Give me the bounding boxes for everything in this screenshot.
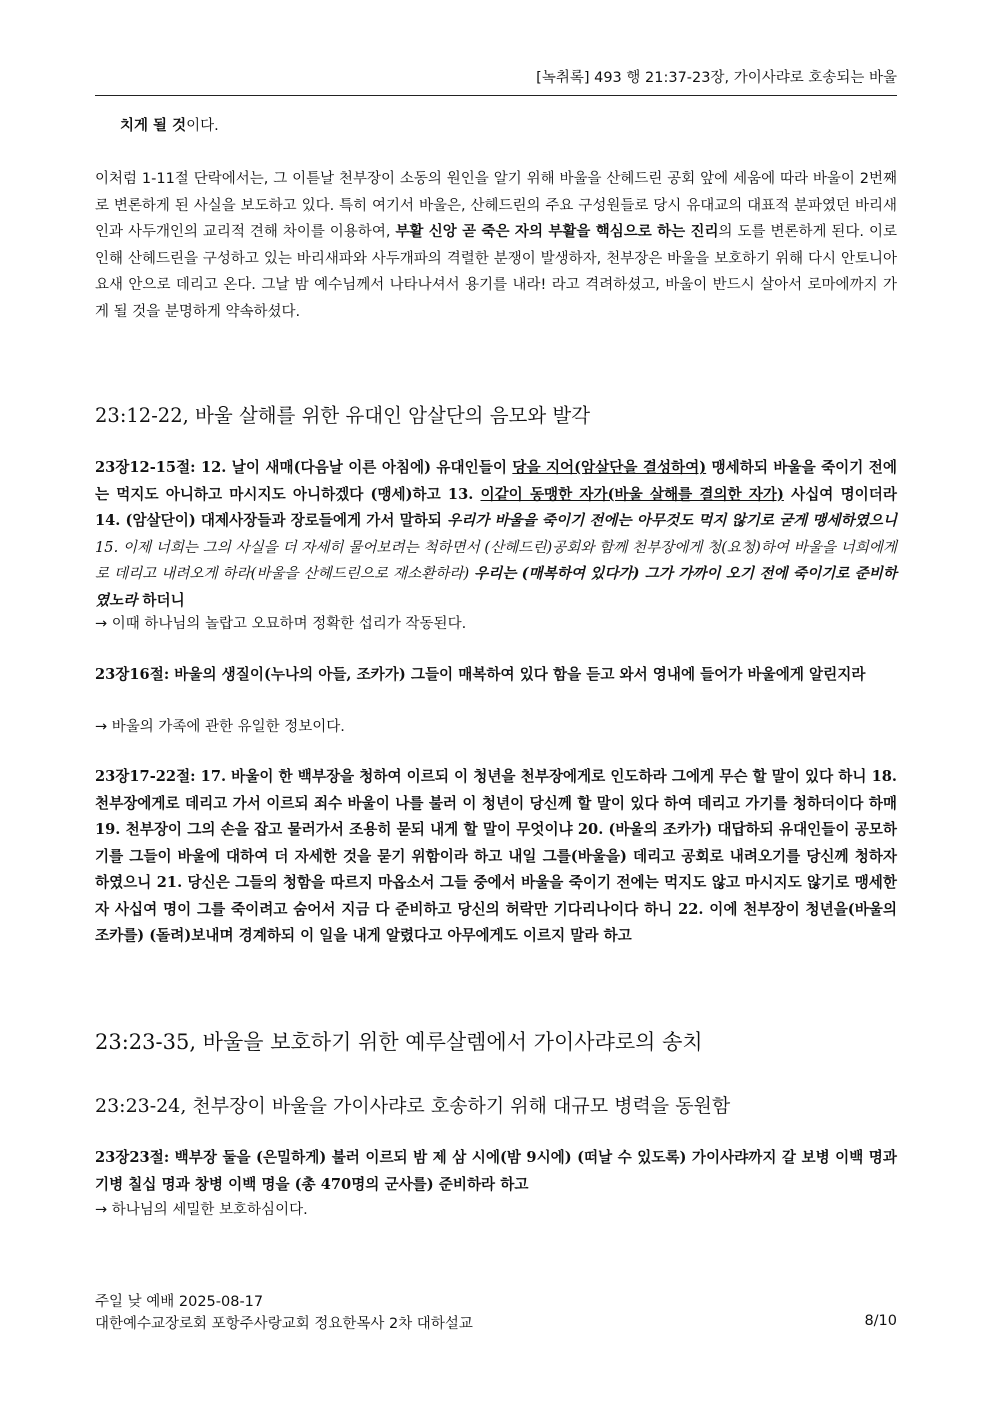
note-providence: → 이때 하나님의 놀랍고 오묘하며 정확한 섭리가 작동된다. xyxy=(95,616,467,632)
header-title: [녹취록] 493 행 21:37-23장, 가이사랴로 호송되는 바울 xyxy=(536,70,897,86)
section2-heading: 23:23-35, 바울을 보호하기 위한 예루살렘에서 가이사랴로의 송치 xyxy=(95,1030,703,1054)
v12-c: 사십여 명이더라 14. (암살단이) 대제사장들과 장로들에게 가서 말하되 xyxy=(95,485,897,529)
page-number: 8/10 xyxy=(864,1313,897,1329)
footer-line2: 대한예수교장로회 포항주사랑교회 정요한목사 2차 대하설교 xyxy=(95,1316,473,1332)
v12-b: 맹세하되 바울을 죽이기 전에는 먹지도 아니하고 마시지도 아니하겠다 (맹세)하고 13. xyxy=(95,459,897,503)
note-protection-suffix: 이다. xyxy=(275,1202,308,1218)
intro-line xyxy=(120,113,897,140)
summary-paragraph xyxy=(95,166,897,325)
v12-italic2: 우리는 (매복하여 있다가) 그가 가까이 오기 전에 죽이기로 준비하였노라 xyxy=(95,565,897,609)
footer-line1: 주일 낮 예배 2025-08-17 xyxy=(95,1294,264,1310)
summary-bold: 부활 신앙 곧 죽은 자의 부활을 핵심으로 하는 진리 xyxy=(395,224,719,240)
verse-12-15 xyxy=(95,455,897,614)
section2-subheading: 23:23-24, 천부장이 바울을 가이사랴로 호송하기 위해 대규모 병력을 동원함 xyxy=(95,1095,731,1117)
note-protection-text: → 하나님의 세밀한 보호하심 xyxy=(95,1202,276,1218)
v12-a: 23장12-15절: 12. 날이 새매(다음날 이른 아침에) 유대인들이 xyxy=(95,459,513,476)
intro-bold: 치게 될 것 xyxy=(120,118,187,134)
v23-c: 하고 xyxy=(495,1175,529,1193)
intro-rest: 이다. xyxy=(186,118,219,134)
verse-16: 23장16절: 바울의 생질이(누나의 아들, 조카가) 그들이 매복하여 있다 함을 듣고 와서 영내에 들어가 바울에게 알린지라 xyxy=(95,666,866,683)
note-family: → 바울의 가족에 관한 유일한 정보이다. xyxy=(95,719,345,735)
v12-underline2: 이같이 동맹한 자가(바울 살해를 결의한 자가) xyxy=(480,485,784,503)
verse-17-22: 23장17-22절: 17. 바울이 한 백부장을 청하여 이르되 이 청년을 천부장에게로 인도하라 그에게 무슨 할 말이 있다 하니 18. 천부장에게로 데리고 가서 이르되 죄수 바울이 나를 불러 이 청년이 당신께 할 말이 있다 하여 데리고 가기를 청하더이다 하매 19. 천부장이 그의 손을 잡고 물러가서 조용히 묻되 내게 할 말이 무엇이냐 20. (바울의 조카가) 대답하되 유대인들이 공모하기를 그들이 바울에 대하여 더 자세한 것을 묻기 위함이라 하고 내일 그를(바울을) 데리고 공회로 내려오기를 당신께 청하자 하였으니 21. 당신은 그들의 청함을 따르지 마옵소서 그들 중에서 바울을 죽이기 전에는 먹지도 않고 마시지도 않기로 맹세한 자 사십여 명이 그를 죽이려고 숨어서 지금 다 준비하고 당신의 허락만 기다리나이다 하니 22. 이에 천부장이 청년을(바울의 조카를) (돌려)보내며 경계하되 이 일을 내게 알렸다고 아무에게도 이르지 말라 하고 xyxy=(95,768,897,944)
v12-italic1: 우리가 바울을 죽이기 전에는 아무것도 먹지 않기로 굳게 맹세하였으니 xyxy=(447,512,897,529)
section1-heading: 23:12-22, 바울 살해를 위한 유대인 암살단의 음모와 발각 xyxy=(95,404,591,427)
v12-d: 하더니 xyxy=(137,591,185,609)
page-header xyxy=(95,66,897,96)
verse-23 xyxy=(95,1145,897,1198)
v23-a: 23장23절: 백부장 둘을 (은밀하게) 불러 이르되 xyxy=(95,1149,414,1166)
page-footer xyxy=(95,1291,897,1335)
summary-part2: 의 도를 변론하게 된다. 이로 인해 산헤드린을 구성하고 있는 바리새파와 사두개파의 격렬한 분쟁이 발생하자, 천부장은 바울을 보호하기 위해 다시 안토니아 요새 안으로 데리고 온다. 그날 밤 예수님께서 나타나셔서 용기를 내라! 라고 격려하셨고, 바울이 반드시 살아서 로마에까지 가게 될 것을 분명하게 약속하셨다. xyxy=(95,224,897,320)
note-protection xyxy=(95,1197,897,1223)
v23-b: 밤 제 삼 시에(밤 9시에) (떠날 수 있도록) 가이사랴까지 갈 보병 이백 명과 기병 칠십 명과 창병 이백 명을 (총 470명의 군사를) 준비하라 xyxy=(95,1149,897,1193)
v12-light: 15. 이제 너희는 그의 사실을 더 자세히 물어보려는 척하면서 (산헤드린)공회와 함께 천부장에게 청(요청)하여 바울을 너희에게로 데리고 내려오게 하라(바울을 산헤드린으로 재소환하라) xyxy=(95,538,897,582)
v12-underline1: 당을 지어(암살단을 결성하여) xyxy=(512,459,707,476)
summary-part1: 이처럼 1-11절 단락에서는, 그 이튿날 천부장이 소동의 원인을 알기 위해 바울을 산헤드린 공회 앞에 세움에 따라 바울이 2번째로 변론하게 된 사실을 보도하고 있다. 특히 여기서 바울은, 산헤드린의 주요 구성원들로 당시 유대교의 대표적 분파였던 바리새인과 사두개인의 교리적 견해 차이를 이용하여, xyxy=(95,171,897,240)
